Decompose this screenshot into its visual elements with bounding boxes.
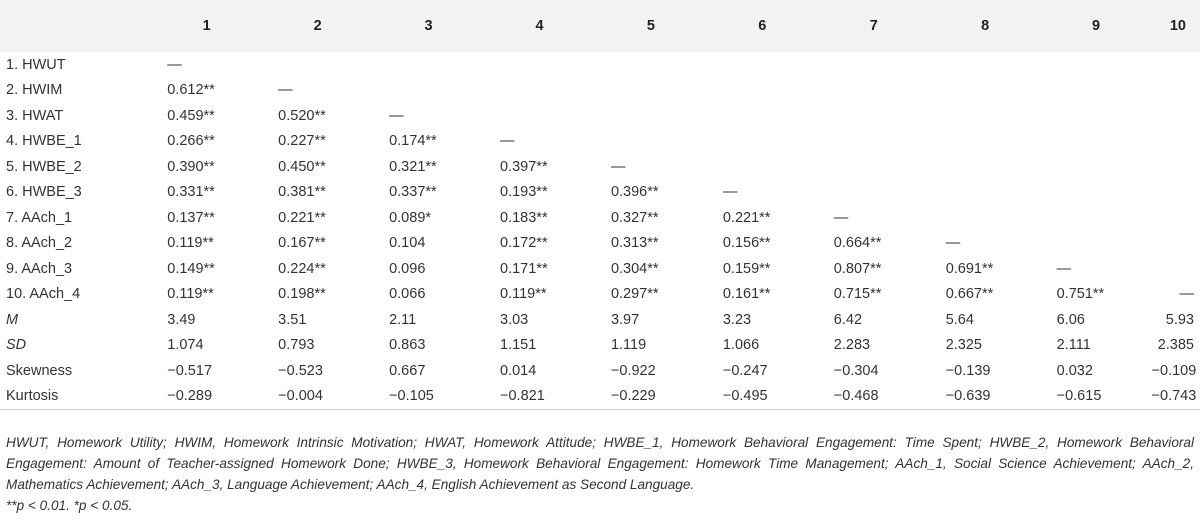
- table-cell: —: [167, 56, 182, 73]
- table-cell: 3.03: [500, 311, 529, 328]
- table-cell: −0.468: [818, 384, 930, 410]
- table-cell: [373, 52, 484, 78]
- table-cell: 0.174**: [389, 133, 437, 150]
- table-cell: −0.109: [1151, 362, 1197, 379]
- table-cell: [707, 129, 818, 155]
- table-cell: 0.183**: [500, 209, 548, 226]
- table-cell: [595, 52, 707, 78]
- table-cell: [484, 78, 595, 104]
- table-cell: —: [610, 158, 626, 175]
- table-cell: −0.821: [484, 384, 595, 410]
- table-row: [0, 180, 1200, 206]
- table-cell: —: [833, 209, 849, 226]
- table-cell: [1152, 180, 1200, 206]
- table-cell: 5.93: [1165, 311, 1194, 328]
- table-cell: [1152, 52, 1200, 78]
- table-cell: 6.06: [1056, 311, 1085, 328]
- row-label: 8. AAch_2: [6, 235, 73, 252]
- table-cell: 1.074: [167, 337, 204, 354]
- table-cell: 0.156**: [722, 235, 771, 252]
- column-header: 8: [981, 18, 990, 34]
- table-cell: [930, 129, 1041, 155]
- table-cell: −0.105: [373, 384, 484, 410]
- table-cell: [262, 52, 373, 78]
- table-cell: [1152, 205, 1200, 231]
- table-row: [0, 256, 1200, 282]
- row-label: 5. HWBE_2: [6, 158, 82, 175]
- row-label: 7. AAch_1: [6, 209, 73, 226]
- column-header: 10: [1169, 18, 1186, 34]
- table-cell: 0.014: [500, 362, 537, 379]
- table-cell: [930, 78, 1041, 104]
- table-cell: −0.639: [930, 384, 1041, 410]
- table-cell: [484, 103, 595, 129]
- table-cell: 0.313**: [610, 235, 659, 252]
- table-cell: 0.172**: [500, 235, 548, 252]
- table-cell: 0.104: [389, 235, 426, 252]
- table-cell: [1152, 103, 1200, 129]
- table-cell: 2.11: [389, 311, 417, 328]
- table-cell: −0.495: [707, 384, 818, 410]
- column-header: 1: [202, 18, 211, 34]
- table-cell: −0.247: [722, 362, 768, 379]
- table-cell: [1152, 256, 1200, 282]
- table-cell: 0.149**: [167, 260, 215, 277]
- table-cell: −0.517: [167, 362, 213, 379]
- table-cell: 0.667**: [945, 286, 994, 303]
- table-cell: 0.066: [389, 286, 426, 303]
- footnote-significance: **p < 0.01. *p < 0.05.: [6, 498, 133, 513]
- table-cell: [1041, 231, 1152, 257]
- table-row: [0, 231, 1200, 257]
- table-cell: 0.793: [278, 337, 315, 354]
- row-label: 10. AAch_4: [6, 286, 81, 303]
- table-cell: [595, 78, 707, 104]
- table-cell: [818, 180, 930, 206]
- row-label: SD: [6, 337, 27, 354]
- table-cell: —: [500, 133, 515, 150]
- table-cell: [930, 154, 1041, 180]
- table-cell: 0.096: [389, 260, 426, 277]
- table-cell: 6.42: [833, 311, 863, 328]
- table-cell: 3.97: [610, 311, 640, 328]
- table-cell: —: [1056, 260, 1072, 277]
- table-cell: [1041, 180, 1152, 206]
- column-header: 5: [646, 18, 655, 34]
- table-cell: 0.266**: [167, 133, 215, 150]
- table-cell: [1041, 78, 1152, 104]
- table-cell: 2.385: [1157, 337, 1194, 354]
- table-cell: 0.193**: [500, 184, 548, 201]
- table-cell: [707, 103, 818, 129]
- table-cell: [930, 52, 1041, 78]
- table-cell: 1.151: [500, 337, 537, 354]
- table-cell: −0.743: [1152, 384, 1200, 410]
- table-cell: −0.229: [595, 384, 707, 410]
- table-cell: [1152, 154, 1200, 180]
- table-cell: 3.49: [167, 311, 196, 328]
- table-cell: [707, 78, 818, 104]
- table-cell: [484, 52, 595, 78]
- table-cell: 0.751**: [1056, 286, 1105, 303]
- table-cell: 0.397**: [500, 158, 548, 175]
- table-cell: 0.032: [1056, 362, 1093, 379]
- table-cell: 0.807**: [833, 260, 882, 277]
- table-row: [0, 282, 1200, 308]
- table-cell: [595, 103, 707, 129]
- table-cell: 0.167**: [278, 235, 326, 252]
- row-label: 6. HWBE_3: [6, 184, 82, 201]
- table-row: [0, 307, 1200, 333]
- table-cell: 0.691**: [945, 260, 994, 277]
- column-header: 4: [535, 18, 544, 34]
- table-cell: −0.304: [833, 362, 879, 379]
- table-cell: 0.863: [389, 337, 426, 354]
- table-cell: 0.161**: [722, 286, 771, 303]
- table-cell: [818, 154, 930, 180]
- table-cell: 3.23: [722, 311, 752, 328]
- table-cell: 0.321**: [389, 158, 437, 175]
- table-cell: —: [945, 235, 961, 252]
- table-cell: —: [278, 82, 293, 99]
- row-label: 1. HWUT: [6, 56, 66, 73]
- column-header: 6: [758, 18, 767, 34]
- footnote-abbreviations: HWUT, Homework Utility; HWIM, Homework Intrinsic Motivation; HWAT, Homework Attitude; HWBE_1, Homework Behavioral Engagement: Time Spent; HWBE_2, Homework Behavioral Engagement: Amount of Teacher-assigned Homework Done; HWBE_3, Homework Behavioral Engagement: Homework Time Management; AAch_1, Social Science Achievement; AAch_2, Mathematics Achievement; AAch_3, Language Achievement; AAch_4, English Achievement as Second Language.: [6, 435, 1194, 492]
- table-cell: 2.111: [1056, 337, 1091, 354]
- table-cell: 0.198**: [278, 286, 326, 303]
- header-row: [0, 0, 1200, 52]
- table-cell: 1.119: [610, 337, 647, 354]
- table-cell: [707, 52, 818, 78]
- table-cell: 0.221**: [722, 209, 771, 226]
- table-cell: [1041, 129, 1152, 155]
- table-cell: 0.304**: [610, 260, 659, 277]
- table-cell: 0.119**: [167, 235, 214, 252]
- table-cell: 0.221**: [278, 209, 326, 226]
- row-label: 2. HWIM: [6, 82, 63, 99]
- table-cell: [1041, 103, 1152, 129]
- table-cell: 0.396**: [610, 184, 659, 201]
- table-cell: 0.664**: [833, 235, 882, 252]
- table-cell: 0.089*: [389, 209, 432, 226]
- table-cell: —: [389, 107, 404, 124]
- table-cell: 0.224**: [278, 260, 326, 277]
- column-header: 9: [1092, 18, 1101, 34]
- table-row: [0, 333, 1200, 359]
- table-cell: [818, 78, 930, 104]
- table-cell: [930, 103, 1041, 129]
- table-row: [0, 52, 1200, 78]
- table-cell: −0.615: [1041, 384, 1152, 410]
- table-cell: 2.325: [945, 337, 982, 354]
- table-cell: —: [722, 184, 738, 201]
- table-cell: 0.715**: [833, 286, 882, 303]
- table-cell: [1152, 231, 1200, 257]
- table-cell: [1041, 205, 1152, 231]
- table-cell: [930, 180, 1041, 206]
- column-header: 7: [869, 18, 878, 34]
- table-cell: −0.139: [945, 362, 991, 379]
- table-cell: [818, 103, 930, 129]
- table-cell: 0.227**: [278, 133, 326, 150]
- table-cell: 0.612**: [167, 82, 215, 99]
- table-cell: 0.459**: [167, 107, 215, 124]
- table-cell: 0.381**: [278, 184, 326, 201]
- table-cell: [818, 52, 930, 78]
- row-label: 9. AAch_3: [6, 260, 73, 277]
- table-cell: [373, 78, 484, 104]
- table-cell: 0.450**: [278, 158, 326, 175]
- table-cell: 0.667: [389, 362, 426, 379]
- table-cell: 0.119**: [167, 286, 214, 303]
- row-label: 3. HWAT: [6, 107, 64, 124]
- table-cell: —: [1179, 286, 1194, 303]
- table-cell: 0.337**: [389, 184, 437, 201]
- table-cell: 0.137**: [167, 209, 215, 226]
- column-header: 2: [313, 18, 322, 34]
- table-cell: [1152, 78, 1200, 104]
- table-cell: 0.171**: [500, 260, 548, 277]
- table-cell: 0.520**: [278, 107, 326, 124]
- table-row: [0, 358, 1200, 384]
- table-cell: [1041, 52, 1152, 78]
- table-row: [0, 205, 1200, 231]
- table-row: [0, 154, 1200, 180]
- table-row: [0, 129, 1200, 155]
- column-header: 3: [424, 18, 433, 34]
- row-label: Skewness: [6, 362, 73, 379]
- table-row: [0, 384, 1200, 410]
- row-label: 4. HWBE_1: [6, 133, 82, 150]
- row-label: Kurtosis: [0, 384, 151, 410]
- table-cell: 0.119**: [500, 286, 547, 303]
- table-cell: 2.283: [833, 337, 871, 354]
- table-row: [0, 78, 1200, 104]
- table-cell: [1152, 129, 1200, 155]
- table-cell: −0.922: [610, 362, 656, 379]
- table-row: [0, 103, 1200, 129]
- table-cell: [818, 129, 930, 155]
- table-cell: 3.51: [278, 311, 307, 328]
- table-cell: 0.159**: [722, 260, 771, 277]
- table-cell: −0.004: [262, 384, 373, 410]
- table-footnote: [6, 432, 1194, 516]
- row-label: M: [6, 311, 19, 328]
- table-body: [0, 52, 1200, 409]
- table-header: [0, 0, 1200, 52]
- table-cell: 0.327**: [610, 209, 659, 226]
- table-cell: 0.331**: [167, 184, 215, 201]
- table-cell: 0.297**: [610, 286, 659, 303]
- table-cell: [930, 205, 1041, 231]
- table-cell: [1041, 154, 1152, 180]
- table-cell: 0.390**: [167, 158, 215, 175]
- table-cell: [707, 154, 818, 180]
- table-cell: [595, 129, 707, 155]
- table-cell: 1.066: [722, 337, 760, 354]
- table-cell: 5.64: [945, 311, 974, 328]
- header-label-cell: [0, 0, 151, 52]
- table-cell: −0.289: [151, 384, 262, 410]
- table-cell: −0.523: [278, 362, 323, 379]
